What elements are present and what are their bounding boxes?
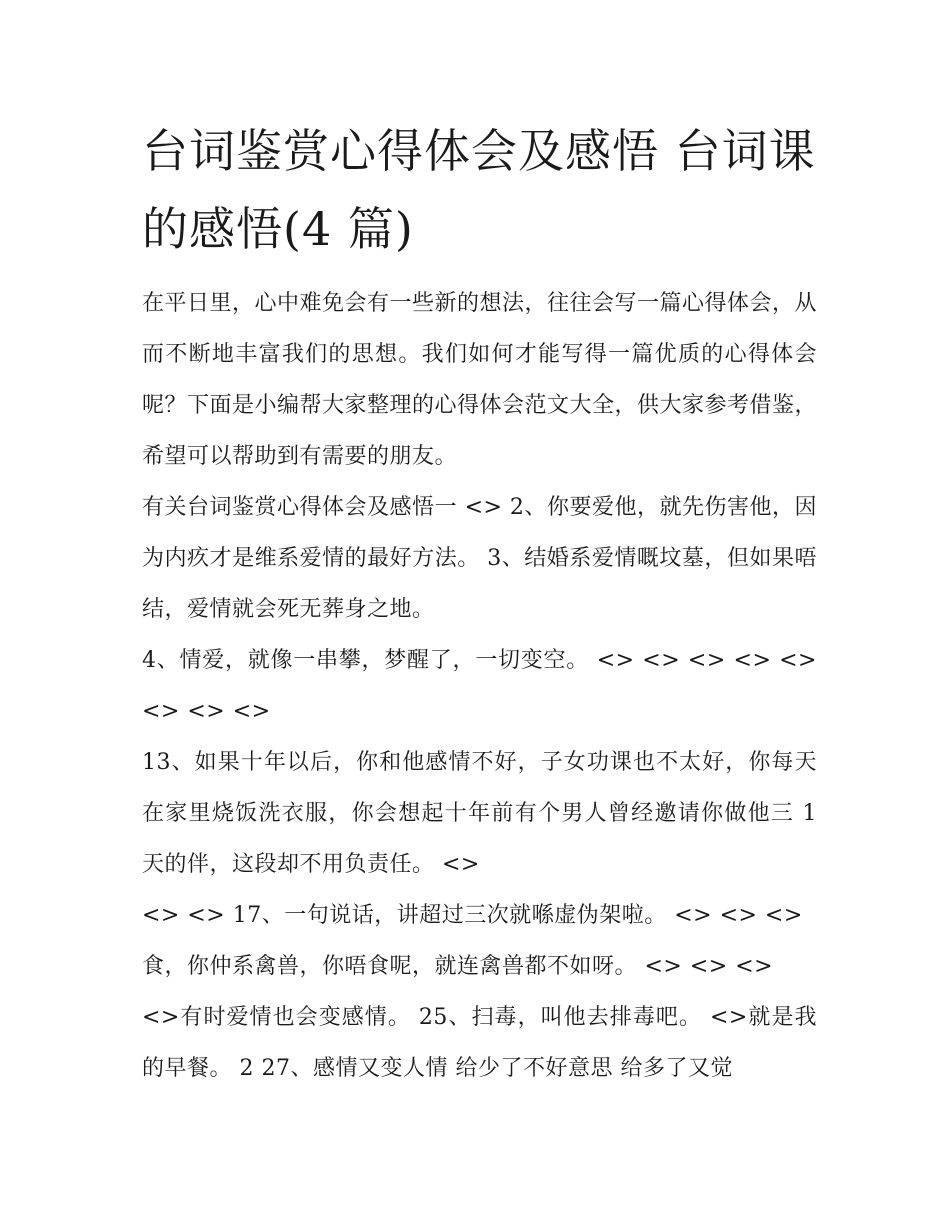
paragraph-quotes-1: 有关台词鉴赏心得体会及感悟一 <> 2、你要爱他，就先伤害他，因为内疚才是维系爱情的最好方法。 3、结婚系爱情嘅坟墓，但如果唔结，爱情就会死无葬身之地。 bbox=[142, 495, 817, 622]
document-title: 台词鉴赏心得体会及感悟 台词课的感悟(4 篇) bbox=[142, 124, 816, 256]
paragraph-quotes-3: 13、如果十年以后，你和他感情不好，子女功课也不太好，你每天在家里烧饭洗衣服，你会想起十年前有个男人曾经邀请你做他三 1 天的伴，这段却不用负责任。 <> bbox=[142, 750, 817, 877]
paragraph-quotes-2: 4、情爱，就像一串攀，梦醒了，一切变空。 <> <> <> <> <> <> <> <> bbox=[142, 648, 817, 724]
paragraph-quotes-6: <>有时爱情也会变感情。 25、扫毒，叫他去排毒吧。 <>就是我的早餐。 2 27、感情又变人情 给少了不好意思 给多了又觉 bbox=[142, 1005, 817, 1081]
document-page bbox=[142, 112, 817, 1094]
paragraph-intro: 在平日里，心中难免会有一些新的想法，往往会写一篇心得体会，从而不断地丰富我们的思想。我们如何才能写得一篇优质的心得体会呢？下面是小编帮大家整理的心得体会范文大全，供大家参考借鉴，希望可以帮助到有需要的朋友。 bbox=[142, 291, 818, 469]
paragraph-quotes-4: <> <> 17、一句说话，讲超过三次就喺虚伪架啦。 <> <> <> bbox=[142, 903, 803, 928]
paragraph-quotes-5: 食，你仲系禽兽，你唔食呢，就连禽兽都不如呀。 <> <> <> bbox=[142, 954, 774, 979]
